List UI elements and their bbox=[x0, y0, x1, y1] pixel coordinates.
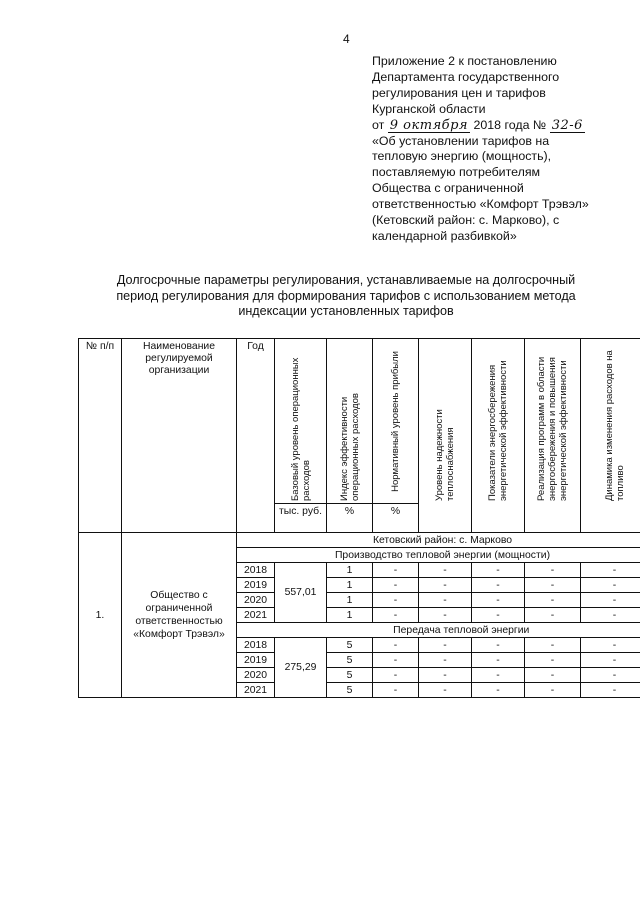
cell-reliability: - bbox=[419, 638, 472, 653]
cell-fuel: - bbox=[581, 593, 640, 608]
cell-energy-saving: - bbox=[472, 668, 525, 683]
district-title: Кетовский район: с. Марково bbox=[237, 533, 640, 548]
organization-name: Общество с ограниченной ответственностью «Комфорт Трэвэл» bbox=[122, 533, 237, 698]
cell-profit: - bbox=[373, 638, 419, 653]
cell-year: 2020 bbox=[237, 593, 275, 608]
cell-profit: - bbox=[373, 578, 419, 593]
cell-reliability: - bbox=[419, 608, 472, 623]
unit-base: тыс. руб. bbox=[275, 504, 327, 533]
header-programs bbox=[525, 339, 581, 533]
cell-programs: - bbox=[525, 578, 581, 593]
header-base-text: Базовый уровень операционных расходов bbox=[289, 357, 312, 501]
cell-energy-saving: - bbox=[472, 638, 525, 653]
cell-profit: - bbox=[373, 608, 419, 623]
cell-efficiency: 5 bbox=[327, 668, 373, 683]
header-fuel-text: Динамика изменения расходов на топливо bbox=[603, 350, 626, 501]
cell-profit: - bbox=[373, 653, 419, 668]
heading-line: Долгосрочные параметры регулирования, устанавливаемые на долгосрочный bbox=[116, 273, 576, 287]
cell-efficiency: 1 bbox=[327, 608, 373, 623]
cell-efficiency: 1 bbox=[327, 578, 373, 593]
page-number: 4 bbox=[343, 32, 350, 46]
header-num: № п/п bbox=[79, 339, 122, 533]
cell-efficiency: 5 bbox=[327, 653, 373, 668]
header-reliability-text: Уровень надежности теплоснабжения bbox=[434, 409, 456, 501]
cell-programs: - bbox=[525, 668, 581, 683]
cell-programs: - bbox=[525, 683, 581, 698]
cell-programs: - bbox=[525, 638, 581, 653]
appendix-line: Департамента государственного bbox=[372, 69, 560, 84]
cell-energy-saving: - bbox=[472, 608, 525, 623]
unit-efficiency: % bbox=[327, 504, 373, 533]
appendix-subject-line: Общества с ограниченной bbox=[372, 181, 524, 196]
cell-reliability: - bbox=[419, 653, 472, 668]
heading-line: период регулирования для формирования тарифов с использованием метода bbox=[116, 288, 576, 303]
date-prefix: от bbox=[372, 117, 385, 132]
header-fuel bbox=[581, 339, 640, 533]
appendix-block bbox=[372, 54, 634, 245]
parameters-table bbox=[78, 338, 640, 698]
section-title: Производство тепловой энергии (мощности) bbox=[237, 548, 640, 563]
cell-profit: - bbox=[373, 593, 419, 608]
cell-reliability: - bbox=[419, 668, 472, 683]
appendix-line: Приложение 2 к постановлению bbox=[372, 54, 557, 68]
header-energy-saving-text: Показатели энергосбережения энергетической эффективности bbox=[487, 360, 509, 501]
cell-reliability: - bbox=[419, 593, 472, 608]
cell-fuel: - bbox=[581, 653, 640, 668]
cell-energy-saving: - bbox=[472, 593, 525, 608]
section-blank bbox=[237, 623, 275, 638]
cell-energy-saving: - bbox=[472, 653, 525, 668]
cell-efficiency: 5 bbox=[327, 683, 373, 698]
cell-fuel: - bbox=[581, 683, 640, 698]
handwritten-date: 9 октября bbox=[389, 117, 469, 133]
header-energy-saving bbox=[472, 339, 525, 533]
cell-reliability: - bbox=[419, 563, 472, 578]
district-row bbox=[79, 533, 640, 548]
appendix-subject-line: ответственностью «Комфорт Трэвэл» bbox=[372, 197, 589, 212]
date-year: 2018 года № bbox=[473, 117, 547, 132]
header-programs-text: Реализация программ в области энергосбережения и повышения энергетической эффективности bbox=[536, 356, 569, 501]
header-profit bbox=[373, 339, 419, 504]
row-number: 1. bbox=[79, 533, 122, 698]
cell-reliability: - bbox=[419, 578, 472, 593]
cell-programs: - bbox=[525, 563, 581, 578]
header-reliability bbox=[419, 339, 472, 533]
appendix-line: Курганской области bbox=[372, 101, 486, 116]
document-heading bbox=[80, 273, 612, 320]
cell-programs: - bbox=[525, 608, 581, 623]
appendix-subject-line: поставляемую потребителям bbox=[372, 165, 541, 180]
cell-base-value: 275,29 bbox=[275, 638, 327, 698]
cell-year: 2019 bbox=[237, 578, 275, 593]
cell-year: 2018 bbox=[237, 638, 275, 653]
cell-year: 2019 bbox=[237, 653, 275, 668]
cell-profit: - bbox=[373, 563, 419, 578]
cell-efficiency: 5 bbox=[327, 638, 373, 653]
cell-base-value: 557,01 bbox=[275, 563, 327, 623]
cell-fuel: - bbox=[581, 563, 640, 578]
cell-energy-saving: - bbox=[472, 683, 525, 698]
cell-energy-saving: - bbox=[472, 578, 525, 593]
header-efficiency-text: Индекс эффективности операционных расходов bbox=[338, 393, 361, 501]
header-profit-text: Нормативный уровень прибыли bbox=[390, 350, 401, 492]
appendix-subject-line: тепловую энергию (мощность), bbox=[372, 149, 552, 164]
header-efficiency bbox=[327, 339, 373, 504]
cell-fuel: - bbox=[581, 608, 640, 623]
header-year: Год bbox=[237, 339, 275, 533]
cell-energy-saving: - bbox=[472, 563, 525, 578]
heading-line: индексации установленных тарифов bbox=[238, 304, 454, 318]
header-row bbox=[79, 339, 640, 504]
cell-year: 2021 bbox=[237, 683, 275, 698]
appendix-date-line bbox=[372, 118, 634, 134]
cell-year: 2018 bbox=[237, 563, 275, 578]
appendix-subject-line: (Кетовский район: с. Марково), с bbox=[372, 213, 560, 228]
cell-efficiency: 1 bbox=[327, 593, 373, 608]
cell-efficiency: 1 bbox=[327, 563, 373, 578]
cell-fuel: - bbox=[581, 638, 640, 653]
header-org: Наименование регулируемой организации bbox=[122, 339, 237, 533]
appendix-subject-line: календарной разбивкой» bbox=[372, 228, 517, 243]
cell-programs: - bbox=[525, 653, 581, 668]
cell-reliability: - bbox=[419, 683, 472, 698]
cell-programs: - bbox=[525, 593, 581, 608]
cell-profit: - bbox=[373, 683, 419, 698]
cell-fuel: - bbox=[581, 578, 640, 593]
cell-year: 2020 bbox=[237, 668, 275, 683]
cell-year: 2021 bbox=[237, 608, 275, 623]
handwritten-number: 32-6 bbox=[551, 117, 583, 133]
cell-profit: - bbox=[373, 668, 419, 683]
header-base bbox=[275, 339, 327, 504]
cell-fuel: - bbox=[581, 668, 640, 683]
appendix-line: регулирования цен и тарифов bbox=[372, 85, 546, 100]
appendix-subject-line: «Об установлении тарифов на bbox=[372, 133, 550, 148]
section-title: Передача тепловой энергии bbox=[275, 623, 640, 638]
unit-profit: % bbox=[373, 504, 419, 533]
